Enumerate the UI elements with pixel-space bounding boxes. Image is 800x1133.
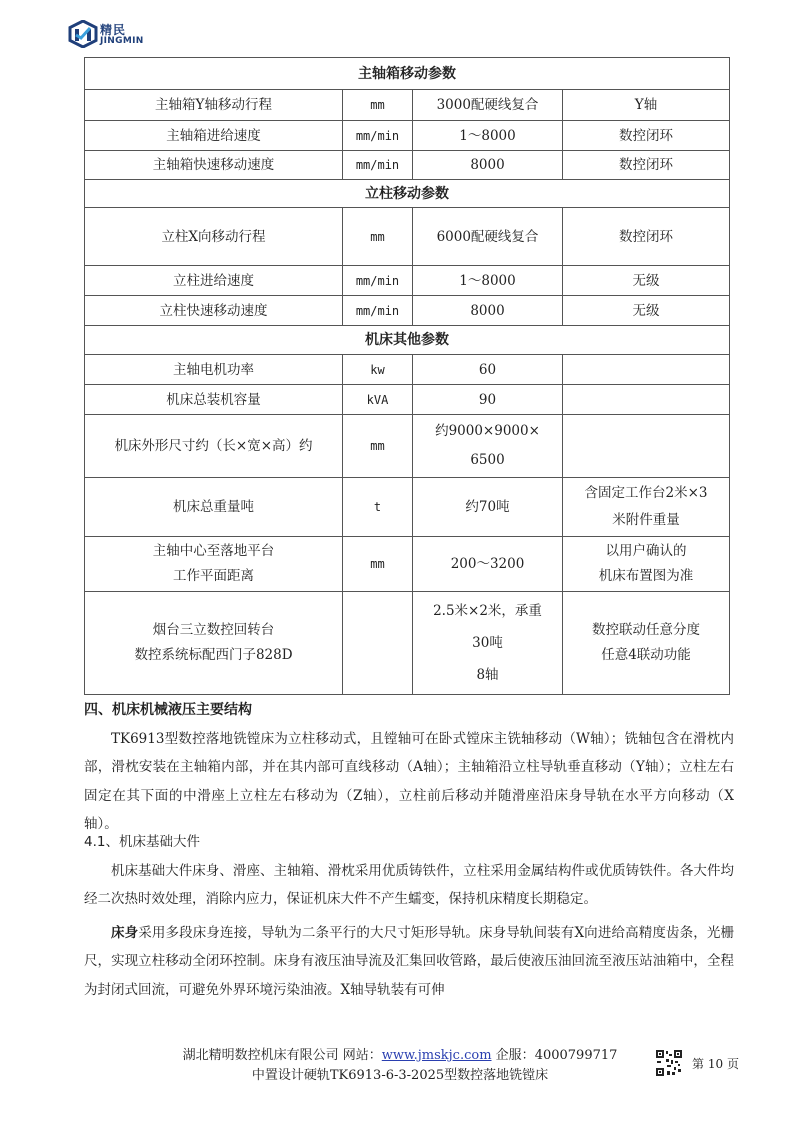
- param-note-line: 以用户确认的: [605, 543, 687, 559]
- param-unit: mm: [343, 208, 413, 266]
- table-row: [85, 121, 730, 151]
- table-row: [85, 478, 730, 537]
- param-note: Y轴: [563, 90, 730, 121]
- section-4-heading: 四、机床机械液压主要结构: [84, 702, 252, 718]
- footer-service-label: 企服：: [495, 1048, 535, 1063]
- param-value-line: 6500: [470, 452, 505, 468]
- footer-service-phone: 4000799717: [534, 1048, 618, 1063]
- param-name: [85, 537, 343, 592]
- param-name-line: 数控系统标配西门子828D: [134, 647, 293, 663]
- param-unit: mm: [343, 537, 413, 592]
- param-name: 机床外形尺寸约（长×宽×高）约: [85, 415, 343, 478]
- section-4-1-paragraph-2-text: 采用多段床身连接，导轨为二条平行的大尺寸矩形导轨。床身导轨间装有X向进给高精度齿条，光栅尺，实现立柱移动全闭环控制。床身有液压油导流及汇集回收管路，最后使液压油回流至液压站油箱中，全程为封闭式回流，可避免外界环境污染油液。X轴导轨装有可伸: [84, 924, 734, 998]
- param-unit: [343, 592, 413, 695]
- param-note: [563, 537, 730, 592]
- table-row: [85, 208, 730, 266]
- param-note: 数控闭环: [563, 151, 730, 180]
- param-note: 无级: [563, 266, 730, 296]
- footer-doc-title: 中置设计硬轨TK6913-6-3-2025型数控落地铣镗床: [251, 1068, 549, 1083]
- param-note: [563, 478, 730, 537]
- param-name: 机床总重量吨: [85, 478, 343, 537]
- param-name: 主轴箱快速移动速度: [85, 151, 343, 180]
- param-name-line: 烟台三立数控回转台: [152, 622, 275, 638]
- param-note: 数控闭环: [563, 121, 730, 151]
- param-note-line: 含固定工作台2米×3: [584, 485, 708, 501]
- footer-company: 湖北精明数控机床有限公司: [182, 1048, 339, 1063]
- param-note-line: 机床布置图为准: [598, 568, 694, 584]
- page-footer: [160, 1046, 640, 1086]
- param-name: 主轴箱Y轴移动行程: [85, 90, 343, 121]
- param-note: [563, 415, 730, 478]
- param-note: 无级: [563, 296, 730, 326]
- param-value: 90: [413, 385, 563, 415]
- param-value: 1～8000: [413, 121, 563, 151]
- logo-english-text: JINGMIN: [100, 36, 144, 46]
- param-note-line: 任意4联动功能: [601, 647, 691, 663]
- section-4-paragraph: TK6913型数控落地铣镗床为立柱移动式，且镗轴可在卧式镗床主铣轴移动（W轴）；铣轴包含在滑枕内部，滑枕安装在主轴箱内部，并在其内部可直线移动（A轴）；主轴箱沿立柱导轨垂直移动（Y轴）；立柱左右固定在其下面的中滑座上立柱左右移动为（Z轴），立柱前后移动并随滑座沿床身导轨在水平方向移动（X轴）。: [84, 730, 734, 832]
- param-note: [563, 385, 730, 415]
- param-value: 3000配硬线复合: [413, 90, 563, 121]
- param-value: 200～3200: [413, 537, 563, 592]
- param-value: 60: [413, 355, 563, 385]
- param-value: [413, 592, 563, 695]
- section-header-row: [85, 58, 730, 90]
- table-row: [85, 355, 730, 385]
- table-row: [85, 385, 730, 415]
- param-note-line: 米附件重量: [612, 512, 680, 528]
- page-number: [692, 1055, 739, 1072]
- param-name-line: 主轴中心至落地平台: [152, 543, 275, 559]
- param-value-line: 约9000×9000×: [435, 423, 540, 439]
- param-value: 约70吨: [413, 478, 563, 537]
- section-title: 机床其他参数: [85, 326, 730, 355]
- param-value: 8000: [413, 151, 563, 180]
- param-unit: mm/min: [343, 266, 413, 296]
- param-unit: mm: [343, 415, 413, 478]
- param-name: [85, 592, 343, 695]
- param-value: 1～8000: [413, 266, 563, 296]
- section-title: 立柱移动参数: [85, 180, 730, 208]
- company-logo: [68, 20, 178, 52]
- footer-line-1: [160, 1046, 640, 1066]
- param-note: [563, 592, 730, 695]
- param-name: 立柱X向移动行程: [85, 208, 343, 266]
- param-unit: mm/min: [343, 151, 413, 180]
- table-row: [85, 90, 730, 121]
- footer-website-label: 网站：: [342, 1048, 382, 1063]
- param-unit: mm/min: [343, 121, 413, 151]
- param-value: [413, 415, 563, 478]
- bed-term-bold: 床身: [111, 924, 139, 941]
- table-row: [85, 296, 730, 326]
- footer-website-link[interactable]: www.jmskjc.com: [381, 1048, 492, 1063]
- page-number-value: 10: [707, 1057, 724, 1071]
- page-number-suffix: 页: [726, 1057, 739, 1071]
- table-row: [85, 592, 730, 695]
- param-name-line: 工作平面距离: [173, 568, 254, 584]
- param-value-line: 8轴: [476, 667, 499, 683]
- param-unit: t: [343, 478, 413, 537]
- section-header-row: [85, 180, 730, 208]
- page-number-prefix: 第: [692, 1057, 705, 1071]
- logo-mark-icon: [68, 20, 98, 48]
- logo-chinese-text: 精民: [100, 23, 127, 37]
- param-name: 立柱快速移动速度: [85, 296, 343, 326]
- table-row: [85, 266, 730, 296]
- param-unit: kw: [343, 355, 413, 385]
- section-4: [84, 696, 734, 839]
- section-title: 主轴箱移动参数: [85, 58, 730, 90]
- section-4-1-paragraph-2: [84, 919, 734, 1005]
- param-value-line: 30吨: [472, 635, 503, 651]
- param-value: 8000: [413, 296, 563, 326]
- param-note: [563, 355, 730, 385]
- param-value-line: 2.5米×2米，承重: [433, 603, 542, 619]
- section-4-1-heading: 4.1、机床基础大件: [84, 834, 200, 850]
- table-row: [85, 151, 730, 180]
- section-4-1-paragraph-1: 机床基础大件床身、滑座、主轴箱、滑枕采用优质铸铁件，立柱采用金属结构件或优质铸铁件。各大件均经二次热时效处理，消除内应力，保证机床大件不产生蠕变，保持机床精度长期稳定。: [84, 862, 734, 907]
- spec-table: [84, 57, 730, 695]
- param-unit: kVA: [343, 385, 413, 415]
- param-unit: mm: [343, 90, 413, 121]
- param-name: 主轴电机功率: [85, 355, 343, 385]
- param-note-line: 数控联动任意分度: [592, 622, 700, 638]
- param-name: 主轴箱进给速度: [85, 121, 343, 151]
- param-name: 机床总装机容量: [85, 385, 343, 415]
- param-note: 数控闭环: [563, 208, 730, 266]
- qr-code-icon: [656, 1050, 682, 1076]
- section-header-row: [85, 326, 730, 355]
- table-row: [85, 415, 730, 478]
- param-value: 6000配硬线复合: [413, 208, 563, 266]
- table-row: [85, 537, 730, 592]
- param-unit: mm/min: [343, 296, 413, 326]
- section-4-1: [84, 828, 734, 1004]
- param-name: 立柱进给速度: [85, 266, 343, 296]
